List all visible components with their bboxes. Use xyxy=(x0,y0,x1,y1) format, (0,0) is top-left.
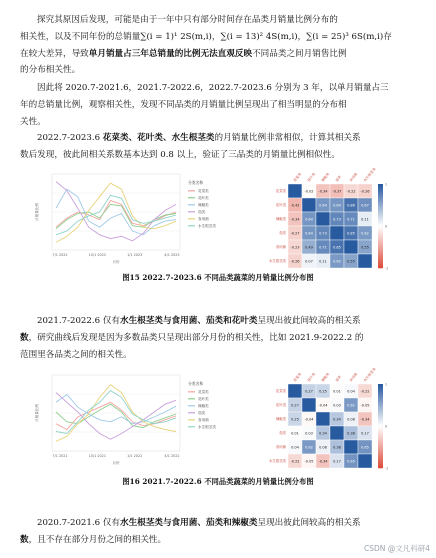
colorbar-segment xyxy=(378,390,383,392)
legend-label: 水生根茎类 xyxy=(198,425,216,429)
heatmap-cell xyxy=(358,454,372,468)
text-line: 不同品类之间月销售比例 xyxy=(252,48,347,59)
column-label: 食用菌 xyxy=(348,372,359,383)
column-label: 水生根茎类 xyxy=(362,367,377,383)
colorbar-segment xyxy=(378,424,383,426)
cell-value: 0.38 xyxy=(333,445,341,450)
cell-value: 0.64 xyxy=(305,231,313,236)
colorbar-segment xyxy=(378,203,383,205)
column-label: 水生根茎类 xyxy=(362,167,377,183)
cell-value: 0.64 xyxy=(305,217,313,222)
paragraph-cause-analysis xyxy=(20,12,418,79)
cell-value: 0.62 xyxy=(333,259,341,264)
colorbar-segment xyxy=(378,458,383,460)
colorbar-segment xyxy=(378,201,383,203)
legend-label: 辣椒类 xyxy=(198,203,209,207)
x-tick-label: 10/1 2022 xyxy=(88,253,106,257)
colorbar-segment xyxy=(378,237,383,239)
row-label: 茄类 xyxy=(279,231,286,236)
cell-value: 0.34 xyxy=(319,431,327,436)
cell-value: -0.34 xyxy=(360,417,370,422)
row-label: 食用菌 xyxy=(275,245,286,250)
colorbar-segment xyxy=(378,186,383,188)
colorbar-segment xyxy=(378,432,383,434)
text-line: 呈现出彼此间较高的相关系 xyxy=(257,316,361,326)
colorbar-segment xyxy=(378,409,383,411)
legend-title: 分类名称 xyxy=(188,381,204,386)
y-axis-label: 月销量比例 xyxy=(35,404,39,422)
colorbar-segment xyxy=(378,232,383,234)
cell-value: 0.04 xyxy=(347,389,355,394)
colorbar-segment xyxy=(378,190,383,192)
colorbar-segment xyxy=(378,211,383,213)
cell-value: -0.26 xyxy=(360,189,370,194)
column-label: 花叶类 xyxy=(306,172,317,183)
cell-value: -0.02 xyxy=(304,189,314,194)
colorbar-segment xyxy=(378,192,383,194)
y-axis-label: 月销量比例 xyxy=(35,203,39,221)
colorbar-segment xyxy=(378,205,383,207)
row-label: 花菜类 xyxy=(275,389,286,394)
colorbar-segment xyxy=(378,262,383,264)
cell-value: 0.71 xyxy=(319,245,327,250)
heatmap-cell xyxy=(344,440,358,454)
x-axis-label: 月份 xyxy=(112,260,120,264)
cell-value: -0.34 xyxy=(318,189,328,194)
bold-text: 水生根茎类与食用菌、茄类和辣椒类 xyxy=(119,518,258,528)
heatmap-2021 xyxy=(258,367,389,472)
line-chart-2022 xyxy=(30,166,250,268)
cell-value: -0.04 xyxy=(318,403,328,408)
colorbar-segment xyxy=(378,445,383,447)
colorbar-segment xyxy=(378,434,383,436)
colorbar-segment xyxy=(378,399,383,401)
cell-value: 0.03 xyxy=(333,403,341,408)
heatmap-cell xyxy=(330,426,344,440)
colorbar-segment xyxy=(378,255,383,257)
text-line: 呈现出彼此间较高的相关系 xyxy=(257,518,361,528)
colorbar-segment xyxy=(378,437,383,439)
colorbar-segment xyxy=(378,388,383,390)
x-tick-label: 7/1 2022 xyxy=(52,253,68,257)
cell-value: 0.25 xyxy=(319,389,327,394)
figure-caption: 图16 2021.7-2022.6 不同品类蔬菜的月销量比例分布图 xyxy=(122,477,314,486)
colorbar-segment xyxy=(378,258,383,260)
x-axis-label: 月份 xyxy=(112,461,120,465)
colorbar-segment xyxy=(378,449,383,451)
row-label: 花叶类 xyxy=(275,203,286,208)
column-label: 花菜类 xyxy=(292,172,303,183)
cell-value: 0.27 xyxy=(291,403,299,408)
colorbar-segment xyxy=(378,455,383,457)
cell-value: 0.73 xyxy=(333,217,341,222)
cell-value: 0.65 xyxy=(361,445,369,450)
colorbar-segment xyxy=(378,430,383,432)
text-line: 2022.7-2023.6 xyxy=(37,133,103,143)
paragraph-method xyxy=(20,80,418,130)
colorbar-segment xyxy=(378,411,383,413)
cell-value: -0.22 xyxy=(290,459,300,464)
cell-value: -0.22 xyxy=(360,389,370,394)
legend-label: 食用菌 xyxy=(198,418,209,422)
colorbar-tick: 0 xyxy=(385,424,388,429)
legend-label: 辣椒类 xyxy=(198,404,209,408)
cell-value: 0.01 xyxy=(333,389,341,394)
cell-value: 0.11 xyxy=(319,259,327,264)
heatmap-cell xyxy=(316,412,330,426)
watermark: CSDN @文凡科研4 xyxy=(363,544,430,553)
text-line: 年的总销量比例，观察相关性，发现不同品类的月销量比例呈现出了相当明显的分布相 xyxy=(20,99,347,110)
x-tick-label: 7/1 2021 xyxy=(52,454,68,458)
cell-value: -0.05 xyxy=(360,403,370,408)
heatmap-cell xyxy=(316,212,330,226)
cell-value: 0.55 xyxy=(347,259,355,264)
colorbar-segment xyxy=(378,428,383,430)
colorbar-segment xyxy=(378,386,383,388)
heatmap-cell xyxy=(358,254,372,268)
cell-value: 0.71 xyxy=(347,217,355,222)
heatmap-cell xyxy=(302,398,316,412)
row-label: 花菜类 xyxy=(275,189,286,194)
legend-label: 茄类 xyxy=(198,411,206,415)
cell-value: 0.38 xyxy=(347,431,355,436)
row-label: 食用菌 xyxy=(275,445,286,450)
cell-value: -0.34 xyxy=(318,459,328,464)
cell-value: 0.11 xyxy=(361,217,369,222)
cell-value: -0.05 xyxy=(304,459,314,464)
colorbar-segment xyxy=(378,416,383,418)
x-tick-label: 1/1 2022 xyxy=(127,454,143,458)
text-line: 2021.7-2022.6 仅有 xyxy=(37,316,120,326)
colorbar-segment xyxy=(378,222,383,224)
column-label: 食用菌 xyxy=(348,172,359,183)
paragraph-2021-result xyxy=(20,313,418,363)
heatmap-cell xyxy=(302,198,316,212)
colorbar-segment xyxy=(378,195,383,197)
colorbar-segment xyxy=(378,395,383,397)
colorbar-segment xyxy=(378,447,383,449)
cell-value: 0.64 xyxy=(319,203,327,208)
colorbar-segment xyxy=(378,260,383,262)
legend-label: 花叶类 xyxy=(198,196,209,200)
cell-value: -0.34 xyxy=(290,217,300,222)
heatmap-2022 xyxy=(258,167,389,271)
cell-value: 0.86 xyxy=(347,203,355,208)
colorbar-segment xyxy=(378,443,383,445)
heatmap-cell xyxy=(288,184,302,198)
cell-value: 0.03 xyxy=(305,431,313,436)
text-line: 2020.7-2021.6 仅有 xyxy=(37,518,120,528)
cell-value: -0.23 xyxy=(290,245,300,250)
text-line: 因此将 2020.7-2021.6，2021.7-2022.6，2022.7-2023.6 分别为 3 年，以单月销量占三 xyxy=(37,83,389,93)
heatmap-cell xyxy=(288,384,302,398)
colorbar-segment xyxy=(378,264,383,266)
colorbar-segment xyxy=(378,253,383,255)
colorbar-tick: -1 xyxy=(385,266,389,271)
column-label: 辣椒类 xyxy=(320,172,331,183)
cell-value: -0.37 xyxy=(332,189,342,194)
colorbar-segment xyxy=(378,184,383,186)
cell-value: 0.07 xyxy=(305,259,313,264)
colorbar-segment xyxy=(378,439,383,441)
cell-value: 0.01 xyxy=(291,431,299,436)
column-label: 茄类 xyxy=(334,374,343,383)
cell-value: 0.27 xyxy=(305,389,313,394)
cell-value: 0.65 xyxy=(347,459,355,464)
x-tick-label: 1/1 2023 xyxy=(127,253,143,257)
cell-value: 0.08 xyxy=(347,417,355,422)
colorbar-segment xyxy=(378,199,383,201)
text-line: 相关性，以及不同年份的总销量∑(i = 1)¹ 2S(m,i)，∑(i = 13)² 4S(m,i)，∑(i = 25)³ 6S(m,i)存 xyxy=(20,31,392,42)
row-label: 辣椒类 xyxy=(275,217,286,222)
colorbar-tick: 0 xyxy=(385,224,388,229)
colorbar-segment xyxy=(378,245,383,247)
cell-value: -0.26 xyxy=(290,259,300,264)
colorbar-segment xyxy=(378,464,383,466)
cell-value: 0.85 xyxy=(347,231,355,236)
legend-title: 分类名称 xyxy=(188,180,204,185)
colorbar-segment xyxy=(378,218,383,220)
colorbar-segment xyxy=(378,228,383,230)
text-line: 数后发现，彼此间相关系数基本达到 0.8 以上，验证了三品类的月销量比例相似性。 xyxy=(20,149,340,160)
cell-value: 0.08 xyxy=(319,445,327,450)
colorbar-segment xyxy=(378,392,383,394)
figure-caption: 图15 2022.7-2023.6 不同品类蔬菜的月销量比例分布图 xyxy=(122,273,314,282)
cell-value: -0.27 xyxy=(290,231,300,236)
text-line: 关性。 xyxy=(20,116,46,127)
legend-label: 花菜类 xyxy=(198,189,209,193)
colorbar-segment xyxy=(378,224,383,226)
colorbar-segment xyxy=(378,460,383,462)
colorbar-segment xyxy=(378,249,383,251)
colorbar-segment xyxy=(378,243,383,245)
colorbar-segment xyxy=(378,234,383,236)
legend-label: 水生根茎类 xyxy=(198,224,216,228)
text-line: 的分布相关性。 xyxy=(20,65,81,76)
row-label: 茄类 xyxy=(279,431,286,436)
bold-text: 数 xyxy=(20,534,29,545)
colorbar-segment xyxy=(378,426,383,428)
colorbar-segment xyxy=(378,188,383,190)
paragraph-2022-result xyxy=(20,130,418,164)
cell-value: -0.22 xyxy=(346,189,356,194)
colorbar-segment xyxy=(378,213,383,215)
colorbar-segment xyxy=(378,226,383,228)
cell-value: 0.62 xyxy=(347,403,355,408)
colorbar-segment xyxy=(378,239,383,241)
colorbar-segment xyxy=(378,405,383,407)
bold-text: 花菜类、花叶类、水生根茎类 xyxy=(102,133,215,143)
legend-label: 花菜类 xyxy=(198,390,209,394)
column-label: 辣椒类 xyxy=(320,372,331,383)
cell-value: 0.62 xyxy=(305,445,313,450)
colorbar-segment xyxy=(378,220,383,222)
colorbar-segment xyxy=(378,441,383,443)
row-label: 花叶类 xyxy=(275,403,286,408)
cell-value: 0.64 xyxy=(333,203,341,208)
column-label: 花菜类 xyxy=(292,372,303,383)
colorbar-segment xyxy=(378,207,383,209)
cell-value: 0.04 xyxy=(291,445,299,450)
line-chart-2021 xyxy=(30,367,250,469)
x-tick-label: 4/1 2023 xyxy=(164,253,180,257)
colorbar-tick: 1 xyxy=(385,182,388,187)
colorbar-segment xyxy=(378,451,383,453)
colorbar-tick: 1 xyxy=(385,382,388,387)
colorbar-segment xyxy=(378,397,383,399)
cell-value: -0.04 xyxy=(304,417,314,422)
colorbar-segment xyxy=(378,251,383,253)
bold-text: 水生根茎类与食用菌、茄类和花叶类 xyxy=(119,316,258,326)
colorbar-segment xyxy=(378,266,383,268)
colorbar-segment xyxy=(378,453,383,455)
colorbar-segment xyxy=(378,407,383,409)
bold-text: 单月销量占三年总销量的比例无法直观反映 xyxy=(88,48,253,59)
x-tick-label: 4/1 2022 xyxy=(164,454,180,458)
colorbar-segment xyxy=(378,230,383,232)
colorbar-segment xyxy=(378,418,383,420)
colorbar-segment xyxy=(378,241,383,243)
legend-label: 花叶类 xyxy=(198,397,209,401)
row-label: 辣椒类 xyxy=(275,417,286,422)
legend-label: 食用菌 xyxy=(198,217,209,221)
heatmap-cell xyxy=(330,226,344,240)
heatmap-cell xyxy=(344,240,358,254)
colorbar-segment xyxy=(378,422,383,424)
text-line: 的月销量比例非常相似，计算其相关系 xyxy=(214,133,361,143)
bold-text: 数 xyxy=(20,332,29,343)
text-line: 探究其原因后发现，可能是由于一年中只有部分时间存在品类月销量比例分布的 xyxy=(37,15,338,25)
cell-value: 0.62 xyxy=(361,231,369,236)
colorbar-segment xyxy=(378,209,383,211)
cell-value: 0.25 xyxy=(291,417,299,422)
cell-value: 0.73 xyxy=(319,231,327,236)
column-label: 茄类 xyxy=(334,174,343,183)
row-label: 水生根茎类 xyxy=(269,459,286,464)
text-line: ，研究曲线后发现是因为多数品类只呈现出部分月份的相关性，比如 2021.9-2022.2 的 xyxy=(28,332,364,343)
text-line: 在较大差异，导致 xyxy=(20,48,89,59)
cell-value: 0.67 xyxy=(361,203,369,208)
colorbar-segment xyxy=(378,384,383,386)
cell-value: 0.17 xyxy=(333,459,341,464)
column-label: 花叶类 xyxy=(306,372,317,383)
paragraph-2020-result xyxy=(20,515,418,549)
cell-value: 0.55 xyxy=(361,245,369,250)
cell-value: 0.49 xyxy=(305,245,313,250)
colorbar-segment xyxy=(378,420,383,422)
colorbar-segment xyxy=(378,403,383,405)
cell-value: 0.34 xyxy=(333,417,341,422)
text-line: ，且不存在部分月份之间的相关性。 xyxy=(28,534,167,545)
x-tick-label: 10/1 2021 xyxy=(88,454,106,458)
colorbar-segment xyxy=(378,462,383,464)
cell-value: 0.85 xyxy=(333,245,341,250)
colorbar-segment xyxy=(378,401,383,403)
colorbar-segment xyxy=(378,247,383,249)
cell-value: 0.17 xyxy=(361,431,369,436)
colorbar-tick: -1 xyxy=(385,466,389,471)
colorbar-segment xyxy=(378,197,383,199)
colorbar-segment xyxy=(378,413,383,415)
row-label: 水生根茎类 xyxy=(269,259,286,264)
legend-label: 茄类 xyxy=(198,210,206,214)
text-line: 范围里各品类之间的相关性。 xyxy=(20,349,132,360)
cell-value: -0.42 xyxy=(290,203,300,208)
colorbar-segment xyxy=(378,216,383,218)
colorbar-segment xyxy=(378,466,383,468)
